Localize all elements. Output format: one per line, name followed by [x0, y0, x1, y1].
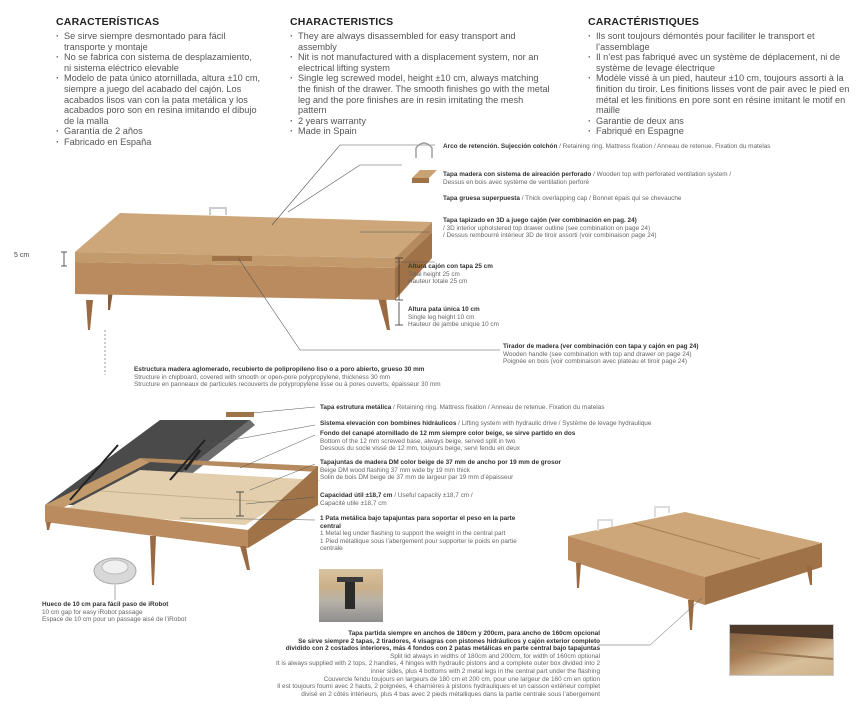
bottom-note — [200, 630, 600, 698]
annotation-text: Structure in chipboard, covered with smooth or open-pore polypropylene, thickness 30 mm — [134, 373, 391, 381]
column-title: CARACTERÍSTICAS — [56, 16, 160, 28]
annotation-text: Dessous du socle vissé de 12 mm, toujours beige, servi fendu en deux — [320, 445, 520, 453]
feature-item: · Fabriqué en Espagne — [588, 126, 850, 137]
annotation-head: Hueco de 10 cm para fácil paso de iRobot — [42, 601, 169, 608]
annotation-text: / Thick overlapping cap / Bonnet épais qui se chevauche — [519, 195, 682, 202]
annotation-text: Wooden handle (see combination with top and drawer on page 24) — [503, 350, 692, 358]
annotation-head: Altura pata única 10 cm — [408, 306, 480, 313]
annotation-text: 10 cm gap for easy iRobot passage — [42, 608, 143, 616]
feature-item: · Modèle vissé à un pied, hauteur ±10 cm, toujours assorti à la finition du tiroir. Les finitions lisses vont de pair avec le pied en métal et les finitions en pore sont en résine imitant le motif en maille — [588, 73, 850, 115]
annotation-text: Total height 25 cm — [408, 270, 460, 278]
annotation-head: Estructura madera aglomerado, recubierto de polipropileno liso o a poro abierto, grueso 30 mm — [134, 366, 425, 373]
feature-item: · Il n’est pas fabriqué avec un système de déplacement, ni de système de levage électrique — [588, 52, 850, 73]
annotation-head: Arco de retención. Sujección colchón — [443, 143, 558, 150]
annotation-head: Tapa tapizado en 3D a juego cajón (ver combinación en pag. 24) — [443, 217, 637, 224]
annotation-text: Structure en panneaux de particules recouverts de polypropylène lisse ou à pores ouverts, épaisseur 30 mm — [134, 381, 441, 389]
note-line: dividido con 2 costados interiores, más 4 fondos con 2 patas metálicas en parte central bajo tapajuntas — [285, 645, 600, 653]
feature-item: · 2 years warranty — [290, 116, 552, 127]
annotation-head: Sistema elevación con bombines hidráulicos — [320, 420, 457, 427]
annotation-text: / Useful capacity ±18,7 cm / — [392, 492, 473, 499]
annotation-text: / 3D interior upholstered top drawer outline (see combination on page 24) — [443, 224, 651, 232]
feature-item: · Single leg screwed model, height ±10 cm, always matching the finish of the drawer. The smooth finishes go with the metal leg and the pore finishes are in resin imitating the mesh pattern — [290, 73, 552, 115]
note-line: It is always supplied with 2 tops, 2 handles, 4 hinges with hydraulic pistons and a complete outer box divided into 2 — [276, 660, 600, 668]
feature-item: · Garantía de 2 años — [56, 126, 261, 137]
feature-item: · No se fabrica con sistema de desplazamiento, ni sistema eléctrico elevable — [56, 52, 261, 73]
feature-item: · Ils sont toujours démontés pour faciliter le transport et l’assemblage — [588, 31, 850, 52]
note-line: Split lid always in widths of 180cm and 200cm, for width of 160cm optional — [390, 652, 600, 660]
note-line: divisé en 2 côtés intérieurs, plus 4 bas avec 2 pieds métalliques dans la partie centrale sous l’abergement — [301, 690, 600, 698]
note-line: Couvercle fendu toujours en largeurs de 180 cm et 200 cm, pour une largeur de 160 cm en option — [323, 675, 600, 683]
annotation-text: Capacité utile ±18,7 cm — [320, 499, 387, 507]
feature-item: · Fabricado en España — [56, 137, 261, 148]
annotation-head: Altura cajón con tapa 25 cm — [408, 263, 493, 270]
feature-item: · Modelo de pata único atornillada, altura ±10 cm, siempre a juego del acabado del cajón. Los acabados lisos van con la pata metálica y los acabados poro son en resina imitando el dibujo de la malla — [56, 73, 261, 126]
annotation-head: Tapa estrutura metálica — [320, 404, 392, 411]
annotation-text: Espace de 10 cm pour un passage aisé de l’iRobot — [42, 616, 187, 624]
annotation-text: Single leg height 10 cm — [408, 313, 475, 321]
annotation-text: Solin de bois DM beige de 37 mm de largeur par 19 mm d’épaisseur — [320, 474, 514, 482]
annotation-text: Dessus en bois avec système de ventilation perforé — [443, 178, 589, 186]
feature-item: · Se sirve siempre desmontado para fácil transporte y montaje — [56, 31, 261, 52]
annotation-text: / Retaining ring. Mattress fixation / Anneau de retenue. Fixation du matelas — [391, 404, 605, 411]
annotation-text: / Retaining ring. Mattress fixation / Anneau de retenue. Fixation du matelas — [557, 143, 771, 150]
annotation-head: Tirador de madera (ver combinación con tapa y cajón en pag 24) — [503, 343, 699, 350]
annotation-text: / Dessus rembourré intérieur 3D de tiroir assorti (voir combinaison page 24) — [443, 232, 657, 240]
five-cm-label: 5 cm — [14, 252, 30, 259]
annotation-text: Bottom of the 12 mm screwed base, always beige, served split in two — [320, 437, 516, 445]
feature-item: · Made in Spain — [290, 126, 552, 137]
annotation-head: Tapa madera con sistema de aireación perforado — [443, 171, 592, 178]
feature-item: · Garantie de deux ans — [588, 116, 850, 127]
annotation-head: Capacidad útil ±18,7 cm — [320, 492, 393, 499]
annotation-head: Tapa gruesa superpuesta — [443, 195, 520, 202]
note-line: Il est toujours fourni avec 2 hauts, 2 poignées, 4 charnières à pistons hydrauliques et un caisson extérieur complet — [277, 683, 600, 691]
annotation-text: / Lifting system with hydraulic drive / Système de levage hydraulique — [456, 420, 652, 427]
annotation-text: Poignée en bois (voir combinaison avec plateau et tiroir page 24) — [503, 358, 688, 366]
annotation-text: Hauteur totale 25 cm — [408, 278, 468, 286]
annotation-head: 1 Pata metálica bajo tapajuntas para soportar el peso en la parte central — [320, 515, 516, 530]
annotation-text: Beige DM wood flashing 37 mm wide by 19 mm thick — [320, 466, 470, 474]
corner-detail-photo — [729, 624, 834, 676]
column-title: CHARACTERISTICS — [290, 16, 394, 28]
annotation-text: / Wooden top with perforated ventilation system / — [591, 171, 732, 178]
note-line: inner sides, plus 4 bottoms with 2 metal legs in the central part under the flashing — [370, 667, 600, 675]
annotation-text: Hauteur de jambe unique 10 cm — [408, 321, 499, 329]
note-line: Tapa partida siempre en anchos de 180cm y 200cm, para ancho de 160cm opcional — [348, 630, 600, 637]
note-line: Se sirve siempre 2 tapas, 2 tiradores, 4 visagras con pistones hidráulicos y cajón exterior completo — [298, 637, 600, 645]
annotation-text: 1 Pied métallique sous l’abergement pour supporter le poids en partie centrale — [320, 537, 517, 553]
feature-item: · Nit is not manufactured with a displacement system, nor an electrical lifting system — [290, 52, 552, 73]
column-title: CARACTÉRISTIQUES — [588, 16, 700, 28]
annotation-head: Fondo del canapé atornillado de 12 mm siempre color beige, se sirve partido en dos — [320, 430, 576, 437]
feature-item: · They are always disassembled for easy transport and assembly — [290, 31, 552, 52]
annotation-text: 1 Metal leg under flashing to support the weight in the central part — [320, 530, 506, 538]
annotation-head: Tapajuntas de madera DM color beige de 37 mm de ancho por 19 mm de grosor — [320, 459, 562, 466]
